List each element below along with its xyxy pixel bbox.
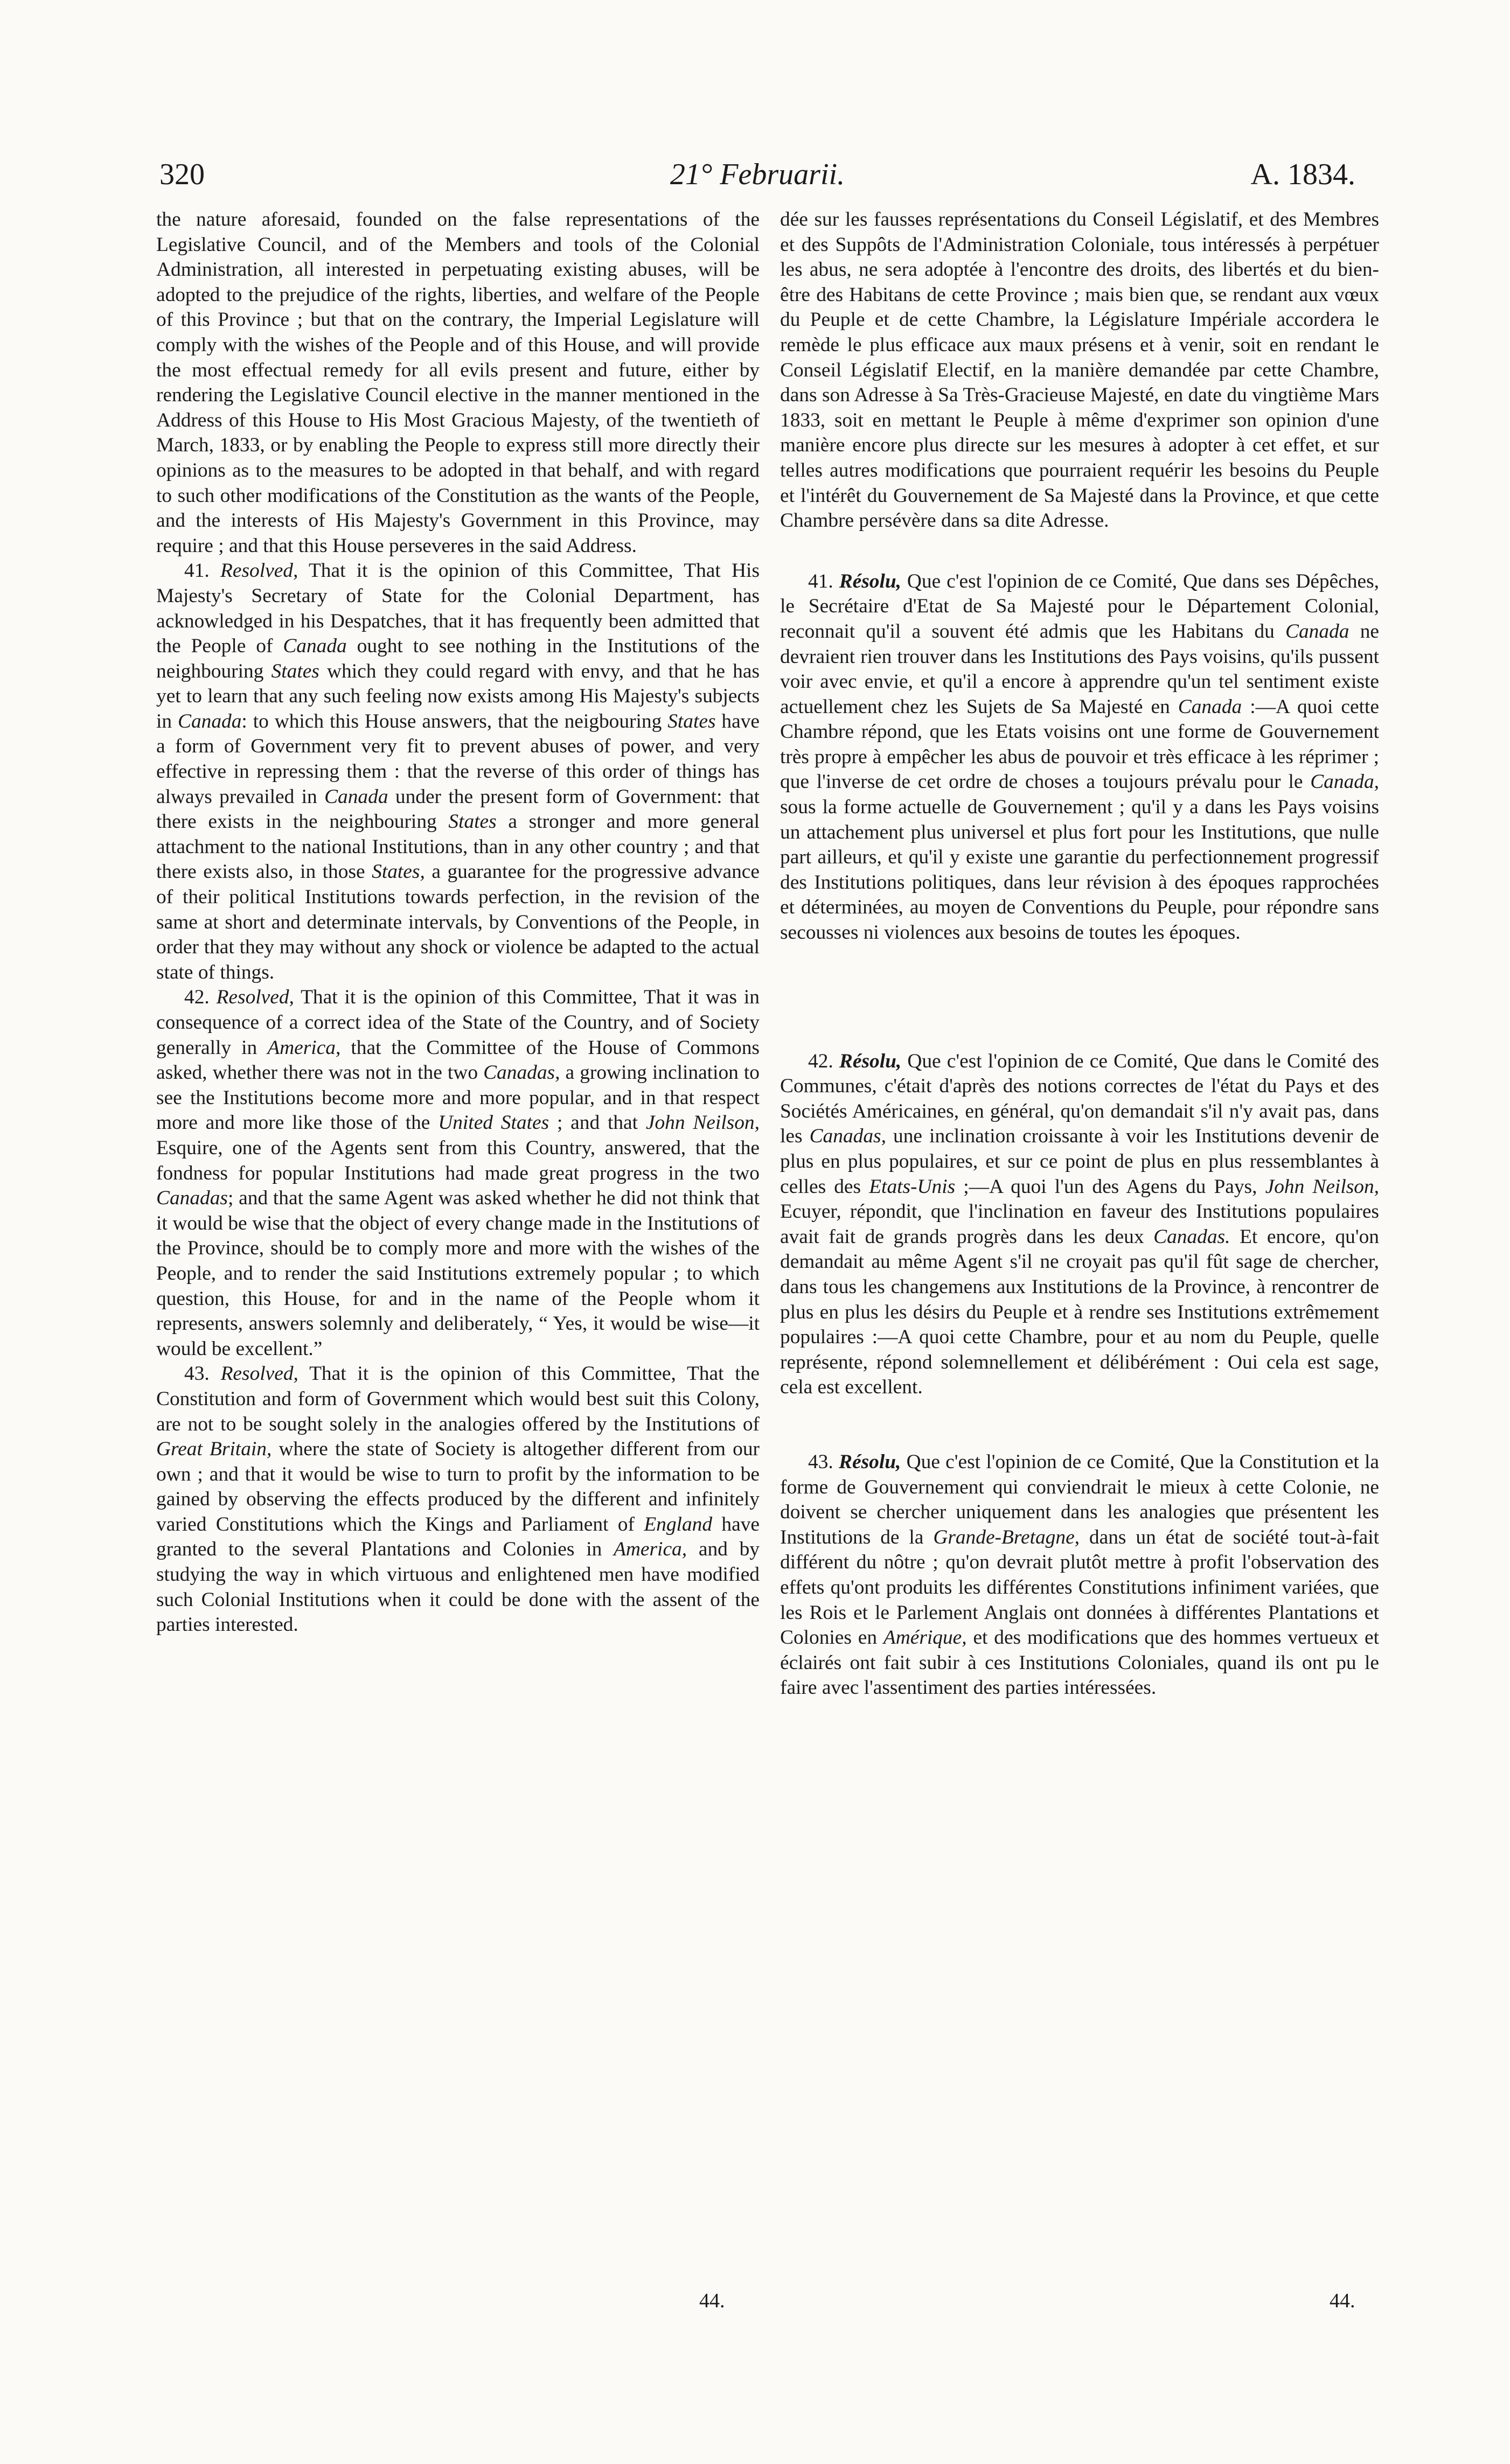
page-header	[159, 157, 1355, 195]
french-catchword: 44.	[1330, 2290, 1355, 2312]
resolution-number: 43.	[184, 1363, 210, 1385]
resolved-word: Resolved,	[220, 560, 298, 582]
resolu-word: Résolu,	[839, 1050, 902, 1072]
resolved-word: Resolved,	[220, 1363, 298, 1385]
french-resolution-41: 41. Résolu, Que c'est l'opinion de ce Comité, Que dans ses Dépêches, le Secrétaire d'Etat de Sa Majesté pour le Département Colonial, reconnait qu'il a souvent été admis que les Habitans du Canada ne devraient rien trouver dans les Institutions des Pays voisins, qu'ils pussent voir avec envie, et qu'il a encore à apprendre qu'un tel sentiment existe actuellement chez les Sujets de Sa Majesté en Canada :—A quoi cette Chambre répond, que les Etats voisins ont une forme de Gouvernement très propre à empêcher les abus de pouvoir et très efficace à les réprimer ; que l'inverse de cet ordre de choses a toujours prévalu pour le Canada, sous la forme actuelle de Gouvernement ; qu'il y a dans les Pays voisins un attachement plus universel et plus fort pour les Institutions, que nulle part ailleurs, et qu'il y existe une garantie du perfectionnement progressif des Institutions politiques, dans leur révision à des époques rapprochées et déterminées, au moyen de Conventions du Peuple, pour répondre sans secousses ni violences aux besoins de toutes les époques.	[780, 570, 1379, 944]
french-resolution-42: 42. Résolu, Que c'est l'opinion de ce Comité, Que dans le Comité des Communes, c'était d'après des notions correctes de l'état du Pays et des Sociétés Américaines, en général, qu'on demandait s'il n'y avait pas, dans les Canadas, une inclination croissante à voir les Institutions devenir de plus en plus populaires, et sur ce point de plus en plus ressemblantes à celles des Etats-Unis ;—A quoi l'un des Agens du Pays, John Neilson, Ecuyer, répondit, que l'inclination en faveur des Institutions populaires avait fait de grands progrès dans les deux Canadas. Et encore, qu'on demandait au même Agent s'il ne croyait pas qu'il fût sage de chercher, dans tous les changemens aux Institutions de la Province, à rencontrer de plus en plus les désirs du Peuple et à rendre ses Institutions extrêmement populaires :—A quoi cette Chambre, pour et au nom du Peuple, quelle représente, répond solemnellement et délibérément : Oui cela est sage, cela est excellent.	[780, 1050, 1380, 1399]
resolution-number: 41.	[184, 560, 210, 582]
french-intro-paragraph: dée sur les fausses représentations du Conseil Législatif, et des Membres et des Suppôts de l'Administration Coloniale, tous intéressés à perpétuer les abus, ne sera adoptée à l'encontre des droits, des libertés et du bien-être des Habitans de cette Province ; mais bien que, se rendant aux vœux du Peuple et de cette Chambre, la Législature Impériale accordera le remède le plus efficace aux maux présens et à venir, soit en rendant le Conseil Législatif Electif, en la manière demandée par cette Chambre, dans son Adresse à Sa Très-Gracieuse Majesté, en date du vingtième Mars 1833, soit en mettant le Peuple à même d'exprimer son opinion d'une manière encore plus directe sur les mesures à adopter à cet effet, et sur telles autres modifications que pourraient requérir les besoins du Peuple et l'intérêt du Gouvernement de Sa Majesté dans la Province, et que cette Chambre persévère dans sa dite Adresse.	[780, 208, 1379, 532]
resolution-number: 42.	[808, 1050, 833, 1072]
page-number: 320	[159, 158, 205, 191]
resolution-number: 42.	[184, 986, 210, 1009]
english-intro-paragraph: the nature aforesaid, founded on the false representations of the Legislative Council, and of the Members and tools of the Colonial Administration, all interested in perpetuating existing abuses, will be adopted to the prejudice of the rights, liberties, and welfare of the People of this Province ; but that on the contrary, the Imperial Legislature will comply with the wishes of the People and of this House, and will provide the most effectual remedy for all evils present and future, either by rendering the Legislative Council elective in the manner mentioned in the Address of this House to His Most Gracious Majesty, of the twentieth of March, 1833, or by enabling the People to express still more directly their opinions as to the measures to be adopted in that behalf, and with regard to such other modifications of the Constitution as the wants of the People, and the interests of His Majesty's Government in this Province, may require ; and that this House perseveres in the said Address.	[156, 208, 760, 557]
english-resolution-43: 43. Resolved, That it is the opinion of this Committee, That the Constitution and form of Government which would best suit this Colony, are not to be sought solely in the analogies offered by the Institutions of Great Britain, where the state of Society is altogether different from our own ; and that it would be wise to turn to profit by the information to be gained by observing the effects produced by the different and infinitely varied Constitutions which the Kings and Parliament of England have granted to the several Plantations and Colonies in America, and by studying the way in which virtuous and enlightened men have modified such Colonial Institutions when it could be done with the assent of the parties interested.	[156, 1363, 760, 1636]
french-resolution-43: 43. Résolu, Que c'est l'opinion de ce Comité, Que la Constitution et la forme de Gouvernement qui conviendrait le mieux à cette Colonie, ne doivent se chercher uniquement dans les analogies que présentent les Institutions de la Grande-Bretagne, dans un état de société tout-à-fait différent du nôtre ; qu'on devrait plutôt mettre à profit l'observation des effets qu'ont produits les différentes Constitutions infiniment variées, que les Rois et le Parlement Anglais ont données à différentes Plantations et Colonies en Amérique, et des modifications que des hommes vertueux et éclairés ont fait subir à ces Institutions Coloniales, quand ils ont pu le faire avec l'assentiment des parties intéressées.	[780, 1450, 1379, 1699]
english-column	[156, 207, 760, 1638]
running-title-date: 21° Februarii.	[670, 158, 845, 191]
english-catchword: 44.	[699, 2290, 725, 2312]
english-resolution-42: 42. Resolved, That it is the opinion of this Committee, That it was in consequence of a correct idea of the State of the Country, and of Society generally in America, that the Committee of the House of Commons asked, whether there was not in the two Canadas, a growing inclination to see the Institutions become more and more popular, and in that respect more and more like those of the United States ; and that John Neilson, Esquire, one of the Agents sent from this Country, answered, that the fondness for popular Institutions had made great progress in the two Canadas; and that the same Agent was asked whether he did not think that it would be wise that the object of every change made in the Institutions of the Province, should be to comply more and more with the wishes of the People, and to render the said Institutions extremely popular ; to which question, this House, for and in the name of the People whom it represents, answers solemnly and deliberately, “ Yes, it would be wise—it would be excellent.”	[156, 986, 760, 1360]
running-title-year: A. 1834.	[1250, 158, 1355, 191]
resolu-word: Résolu,	[839, 570, 901, 592]
resolution-number: 41.	[808, 570, 833, 592]
french-column	[780, 207, 1379, 1701]
resolution-number: 43.	[808, 1450, 833, 1473]
resolu-word: Résolu,	[839, 1450, 901, 1473]
english-resolution-41: 41. Resolved, That it is the opinion of this Committee, That His Majesty's Secretary of State for the Colonial Department, has acknowledged in his Despatches, that it has frequently been admitted that the People of Canada ought to see nothing in the Institutions of the neighbouring States which they could regard with envy, and that he has yet to learn that any such feeling now exists among His Majesty's subjects in Canada: to which this House answers, that the neigbouring States have a form of Government very fit to prevent abuses of power, and very effective in repressing them : that the reverse of this order of things has always prevailed in Canada under the present form of Government: that there exists in the neighbouring States a stronger and more general attachment to the national Institutions, than in any other country ; and that there exists also, in those States, a guarantee for the progressive advance of their political Institutions towards perfection, in the revision of the same at short and determinate intervals, by Conventions of the People, in order that they may without any shock or violence be adapted to the actual state of things.	[156, 560, 760, 983]
resolved-word: Resolved,	[216, 986, 294, 1009]
